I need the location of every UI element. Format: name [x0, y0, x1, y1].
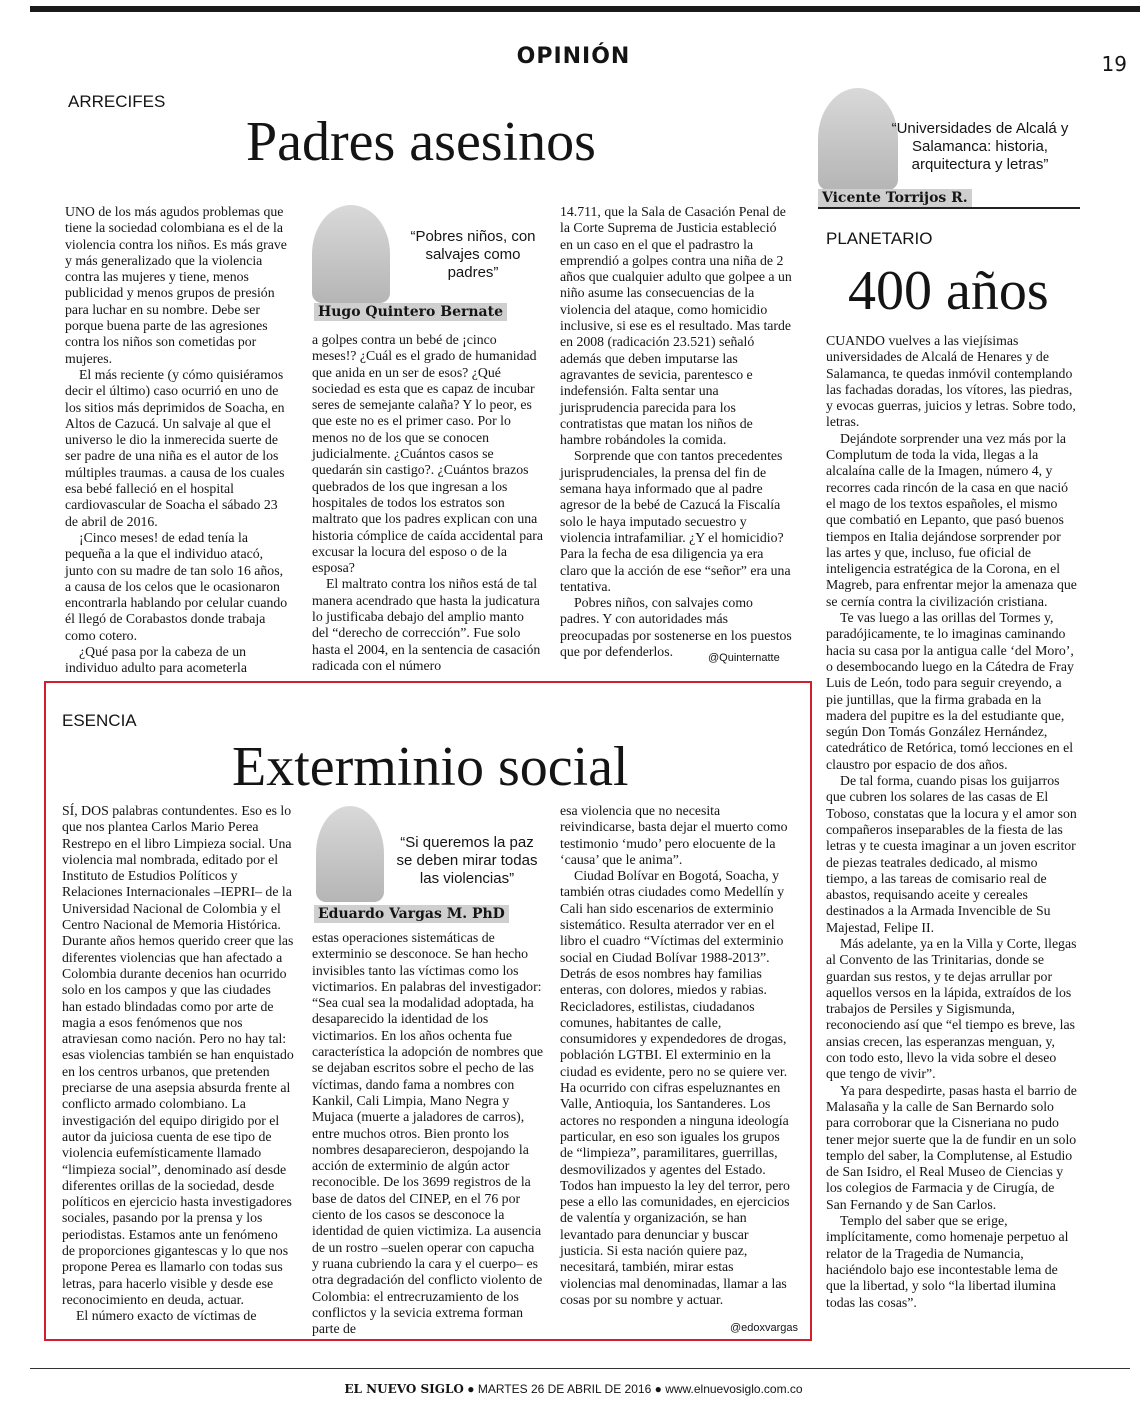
planetario-kicker: PLANETARIO — [826, 229, 933, 248]
footer — [0, 1382, 1147, 1396]
esencia-column-1 — [62, 803, 294, 1325]
paragraph: De tal forma, cuando pisas los guijarros que cubren los solares de las casas de El Toboso, constatas que la locura y el amor son compañeros inseparables de la fiesta de las letras y te cuesta imaginar a un joven escritor de piezas teatrales dedicado, al mismo tiempo, a las tareas de comisario real de abastos, requisando aceite y cereales destinados a la Armada Invencible de Su Majestad, Felipe II. — [826, 773, 1077, 935]
planetario-headline: 400 años — [848, 260, 1049, 322]
esencia-column-2 — [312, 930, 544, 1337]
paragraph: Ciudad Bolívar en Bogotá, Soacha, y también otras ciudades como Medellín y Cali han sido escenarios de exterminio sistemático. Resulta aterrador ver en el libro el cuadro “Víctimas del exterminio social en Ciudad Bolívar 1988-2013”. Detrás de esos nombres hay familias enteras, con dolores, miedos y rabias. Recicladores, estilistas, ciudadanos comunes, habitantes de calle, consumidores y expendedores de drogas, población LGTBI. El exterminio en la ciudad es evidente, pero no se quiere ver. Ha ocurrido con cifras espeluznantes en Valle, Antioquia, los Santanderes. Los actores no responden a ninguna ideología particular, en eso son iguales los grupos de “limpieza”, paramilitares, guerrillas, desmovilizados y agentes del Estado. Todos han impuesto la ley del terror, pero pese a ello las comunidades, en ejercicios de valentía y organización, se han levantado para denunciar y buscar justicia. Si esta nación quiere paz, necesitará, también, mirar estas violencias mal denominadas, llamar a las cosas por su nombre y actuar. — [560, 868, 790, 1307]
esencia-author: Eduardo Vargas M. PhD — [314, 905, 509, 923]
paragraph: El maltrato contra los niños está de tal manera acendrado que hasta la judicatura lo justificaba debajo del amplio manto del “derecho de corrección”. Fue solo hasta el 2004, en la sentencia de casación radicada con el número — [312, 576, 541, 673]
paragraph: ¿Qué pasa por la cabeza de un individuo adulto para acometerla — [65, 644, 247, 676]
paragraph: Templo del saber que se erige, implícitamente, como homenaje perpetuo al relator de la Tragedia de Numancia, haciéndolo bajo ese incontestable lema de que la libertad, y solo “la libertad ilumina todas las cosas”. — [826, 1213, 1069, 1310]
arrecifes-author: Hugo Quintero Bernate — [314, 303, 507, 321]
footer-date: MARTES 26 DE ABRIL DE 2016 — [477, 1382, 652, 1396]
arrecifes-kicker: ARRECIFES — [68, 92, 166, 111]
planetario-author: Vicente Torrijos R. — [818, 189, 972, 207]
esencia-headline: Exterminio social — [232, 736, 629, 798]
paragraph: Ya para despedirte, pasas hasta el barrio de Malasaña y la calle de San Bernardo solo para corroborar que la Cisneriana no pudo tener mejor suerte que la de fundir en un solo templo del saber, la Complutense, al Estudio de San Isidro, el Real Museo de Ciencias y los colegios de Farmacia y de Cirugía, de San Fernando y de San Carlos. — [826, 1082, 1077, 1212]
top-rule — [30, 6, 1140, 12]
bottom-rule — [30, 1368, 1130, 1369]
esencia-twitter: @edoxvargas — [730, 1322, 799, 1334]
arrecifes-column-3 — [560, 204, 792, 660]
paragraph: Más adelante, ya en la Villa y Corte, llegas al Convento de las Trinitarias, donde se guardan sus restos, y te dejas arrullar por aquellos versos en la lápida, extraídos de los trabajos de Persiles y Sigismunda, reconociendo así que “el tiempo es breve, las ansias crecen, las esperanzas menguan, y, con todo esto, llevo la vida sobre el deseo que tengo de vivir”. — [826, 935, 1077, 1082]
page-number: 19 — [1101, 52, 1127, 76]
paragraph: Dejándote sorprender una vez más por la Complutum de toda la vida, llegas a la alcalaína calle de la Imagen, número 4, y recorres cada rincón de la casa en que nació el mago de los textos españoles, el mismo que combatió en Lepanto, que pasó buenos tiempos en Italia dejándose sorprender por las artes y que, incluso, fue oficial de inteligencia estratégica de la Corona, en el Magreb, para enfrentar mejor la amenaza que se cernía contra la civilización cristiana. — [826, 430, 1077, 609]
paragraph: UNO de los más agudos problemas que tiene la sociedad colombiana es el de la violencia contra los niños. Es más grave y más generalizado que la violencia contra las mujeres y tiene, menos publicidad y menos grupos de presión para luchar en su nombre. Debe ser porque buena parte de las agresiones contra los niños son cometidas por mujeres. — [65, 204, 287, 366]
arrecifes-headline: Padres asesinos — [246, 111, 596, 173]
author-rule — [818, 207, 1080, 209]
paragraph: a golpes contra un bebé de ¡cinco meses!? ¿Cuál es el grado de humanidad que anida en un ser de esos? ¿Qué sociedad es esta que es capaz de incubar seres de semejante calaña? Y lo peor, es que este no es el primer caso. Por lo menos no de los que se conocen judicialmente. ¿Cuántos casos se quedarán sin castigo?. ¿Cuántos brazos quebrados de los que ingresan a los hospitales de todos los estratos son maltrato que los padres explican con una historia cómplice de caída accidental para excusar la locura del esposo o de la esposa? — [312, 332, 543, 576]
esencia-kicker: ESENCIA — [62, 711, 137, 730]
footer-url[interactable]: www.elnuevosiglo.com.co — [665, 1382, 803, 1396]
paragraph: Pobres niños, con salvajes como padres. Y con autoridades más preocupadas por sostenerse en los puestos que por defenderlos. — [560, 595, 792, 660]
paragraph: Sorprende que con tantos precedentes jurisprudenciales, la prensa del fin de semana haya informado que al padre agresor de la bebé de Cazucá la Fiscalía solo le haya imputado secuestro y violencia intrafamiliar. ¿Y el homicidio? Para la fecha de esa diligencia ya era claro que la acción de ese “señor” era una tentativa. — [560, 448, 791, 594]
planetario-quote: “Universidades de Alcalá y Salamanca: historia, arquitectura y letras” — [891, 120, 1069, 173]
paragraph: El número exacto de víctimas de — [76, 1308, 257, 1324]
section-title: OPINIÓN — [516, 44, 631, 69]
paragraph: SÍ, DOS palabras contundentes. Eso es lo que nos plantea Carlos Mario Perea Restrepo en el libro Limpieza social. Una violencia mal nombrada, editado por el Instituto de Estudios Políticos y Relaciones Internacionales –IEPRI– de la Universidad Nacional de Colombia y el Centro Nacional de Memoria Histórica. Durante años hemos querido creer que las diferentes violencias que han afectado a Colombia durante decenios han ocurrido solo en los campos y que las ciudades han estado blindadas como por arte de magia a esos fenómenos que nos atraviesan como nación. Pero no hay tal: esas violencias también se han enquistado en los centros urbanos, que pretenden preciarse de una asepsia absurda frente al conflicto armado colombiano. La investigación del equipo dirigido por el autor da juiciosa cuenta de ese tipo de violencia eufemísticamente llamado “limpieza social”, denominado así desde diferentes orillas de la sociedad, desde políticos en ejercicio hasta investigadores sociales, pasando por la prensa y los periodistas. Estamos ante un fenómeno de proporciones gigantescas y lo que nos propone Perea es llamarlo con todas sus letras, para hacerlo visible y desde ese reconocimiento en deuda, actuar. — [62, 803, 294, 1307]
bullet-icon: ● — [467, 1382, 478, 1396]
paragraph: El más reciente (y cómo quisiéramos decir el último) caso ocurrió en uno de los sitios más deprimidos de Soacha, en Altos de Cazucá. Un salvaje al que el universo le dio la inmerecida suerte de ser padre de una niña es el autor de los múltiples traumas. a causa de los cuales esa bebé falleció en el hospital cardiovascular de Soacha el sábado 23 de abril de 2016. — [65, 366, 285, 529]
paragraph: Te vas luego a las orillas del Tormes y, paradójicamente, te lo imaginas caminando hacia su casa por la antigua calle ‘del Moro’, o desembocando luego en la Cátedra de Fray Luis de León, todo para seguir creyendo, a pie juntillas, que la firma grabada en la madera del pupitre es la del estudiante que, según Don Tomás González Hernández, catedrático de Retórica, tomó lecciones en el claustro por espacio de dos años. — [826, 610, 1074, 772]
arrecifes-column-2 — [312, 332, 544, 674]
paragraph: estas operaciones sistemáticas de exterminio se desconoce. Se han hecho invisibles tanto las víctimas como los victimarios. En palabras del investigador: “Sea cual sea la modalidad adoptada, ha desaparecido la identidad de los victimarios. En los años ochenta fue característica la adopción de nombres que se dejaban escritos sobre el pecho de las víctimas, dando fama a nombres con Kankil, Cali Limpia, Mano Negra y Mujaca (muerte a jaladores de carros), entre muchos otros. Bien pronto los nombres desaparecieron, despojando la acción de exterminio de algún actor reconocible. De los 3699 registros de la base de datos del CINEP, en el 76 por ciento de los casos se desconoce la identidad de quien victimiza. La ausencia de un rostro –suelen operar con capucha y ruana cubriendo la cara y el cuerpo– es otra degradación del conflicto violento de Colombia: el entrecruzamiento de los conflictos y la sevicia extrema forman parte de — [312, 930, 543, 1337]
esencia-quote: “Si queremos la paz se deben mirar todas las violencias” — [396, 834, 538, 887]
arrecifes-quote: “Pobres niños, con salvajes como padres” — [410, 228, 536, 281]
paragraph: CUANDO vuelves a las viejísimas universidades de Alcalá de Henares y de Salamanca, te quedas inmóvil contemplando las fachadas doradas, los vítores, las piedras, y evocas guerras, juicios y letras. Sobre todo, letras. — [826, 333, 1076, 430]
author-photo — [316, 806, 384, 902]
paragraph: ¡Cinco meses! de edad tenía la pequeña a la que el individuo atacó, junto con su madre de tan solo 16 años, a causa de los celos que le ocasionaron encontrarla hablando por celular cuando él llegó de Corabastos donde trabaja como cotero. — [65, 529, 288, 643]
paragraph: 14.711, que la Sala de Casación Penal de la Corte Suprema de Justicia estableció en un caso en el que el padrastro la emprendió a golpes contra una niña de 2 años que cualquier adulto que golpee a un niño asume las consecuencias de la violencia del ataque, como homicidio inclusive, si ese es el resultado. Mas tarde en 2008 (radicación 23.521) señaló además que deben imputarse las agravantes de sevicia, parentesco e indefensión. Falta sentar una jurisprudencia parecida para los contratistas que matan los niños de hambre robándoles la comida. — [560, 204, 792, 448]
arrecifes-column-1 — [65, 204, 289, 677]
paragraph: esa violencia que no necesita reivindicarse, basta dejar el muerto como testimonio ‘mudo’ pero elocuente de la ‘causa’ que le anima”. — [560, 803, 788, 867]
footer-brand: EL NUEVO SIGLO — [344, 1382, 464, 1396]
arrecifes-twitter: @Quinternatte — [708, 652, 780, 664]
bullet-icon: ● — [654, 1382, 666, 1396]
author-photo — [312, 205, 390, 303]
esencia-column-3 — [560, 803, 792, 1308]
planetario-column — [826, 333, 1078, 1311]
